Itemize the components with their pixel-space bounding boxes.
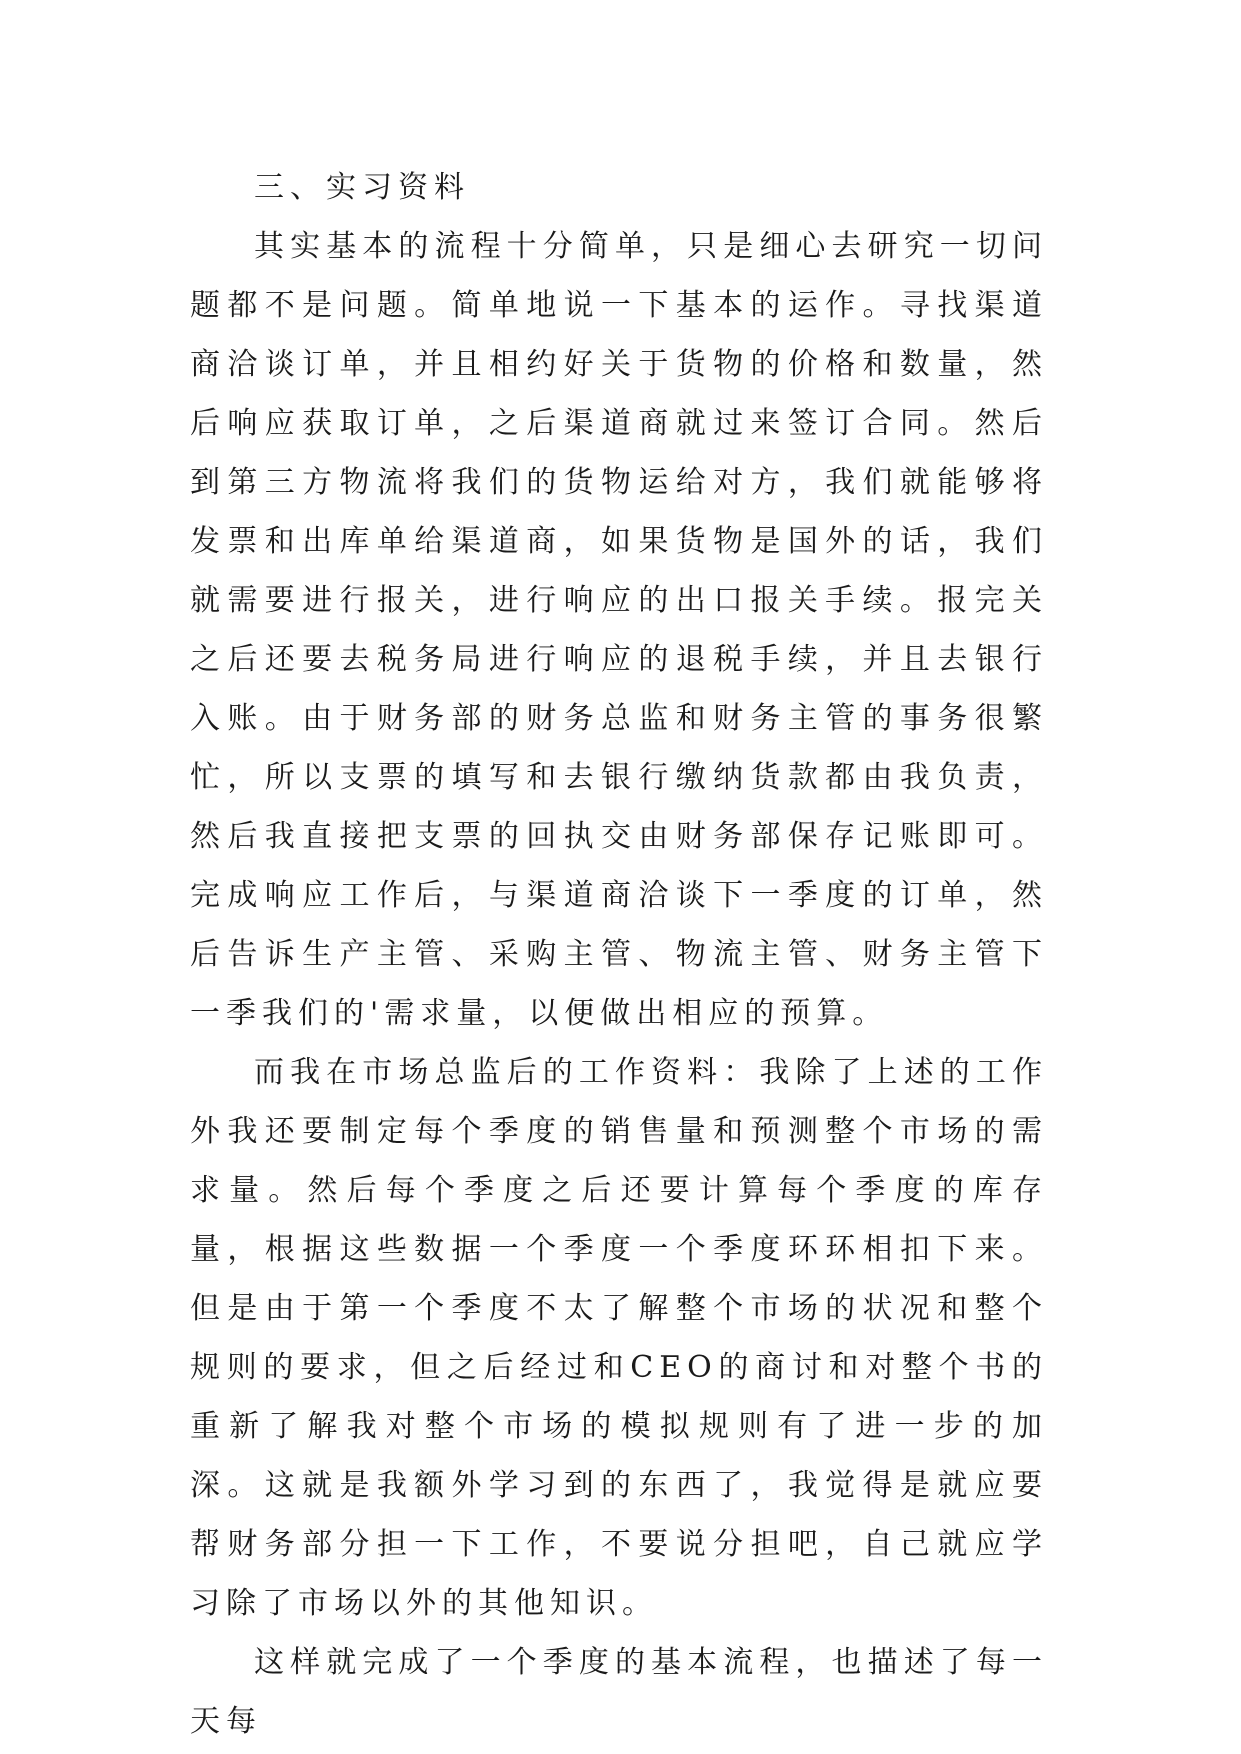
- paragraph-summary: 这样就完成了一个季度的基本流程，也描述了每一天每: [190, 1645, 1048, 1739]
- paragraph-workflow: 其实基本的流程十分简单，只是细心去研究一切问题都不是问题。简单地说一下基本的运作。寻找渠道商洽谈订单，并且相约好关于货物的价格和数量，然后响应获取订单，之后渠道商就过来签订合同。然后到第三方物流将我们的货物运给对方，我们就能够将发票和出库单给渠道商，如果货物是国外的话，我们就需要进行报关，进行响应的出口报关手续。报完关之后还要去税务局进行响应的退税手续，并且去银行入账。由于财务部的财务总监和财务主管的事务很繁忙，所以支票的填写和去银行缴纳货款都由我负责，然后我直接把支票的回执交由财务部保存记账即可。完成响应工作后，与渠道商洽谈下一季度的订单，然后告诉生产主管、采购主管、物流主管、财务主管下一季我们的'需求量，以便做出相应的预算。: [190, 229, 1048, 1031]
- paragraph-market-director: 而我在市场总监后的工作资料：我除了上述的工作外我还要制定每个季度的销售量和预测整个市场的需求量。然后每个季度之后还要计算每个季度的库存量，根据这些数据一个季度一个季度环环相扣下来。但是由于第一个季度不太了解整个市场的状况和整个规则的要求，但之后经过和CEO的商讨和对整个书的重新了解我对整个市场的模拟规则有了进一步的加深。这就是我额外学习到的东西了，我觉得是就应要帮财务部分担一下工作，不要说分担吧，自己就应学习除了市场以外的其他知识。: [190, 1055, 1048, 1621]
- document-body: [190, 158, 1048, 1751]
- section-heading: 三、实习资料: [254, 170, 470, 205]
